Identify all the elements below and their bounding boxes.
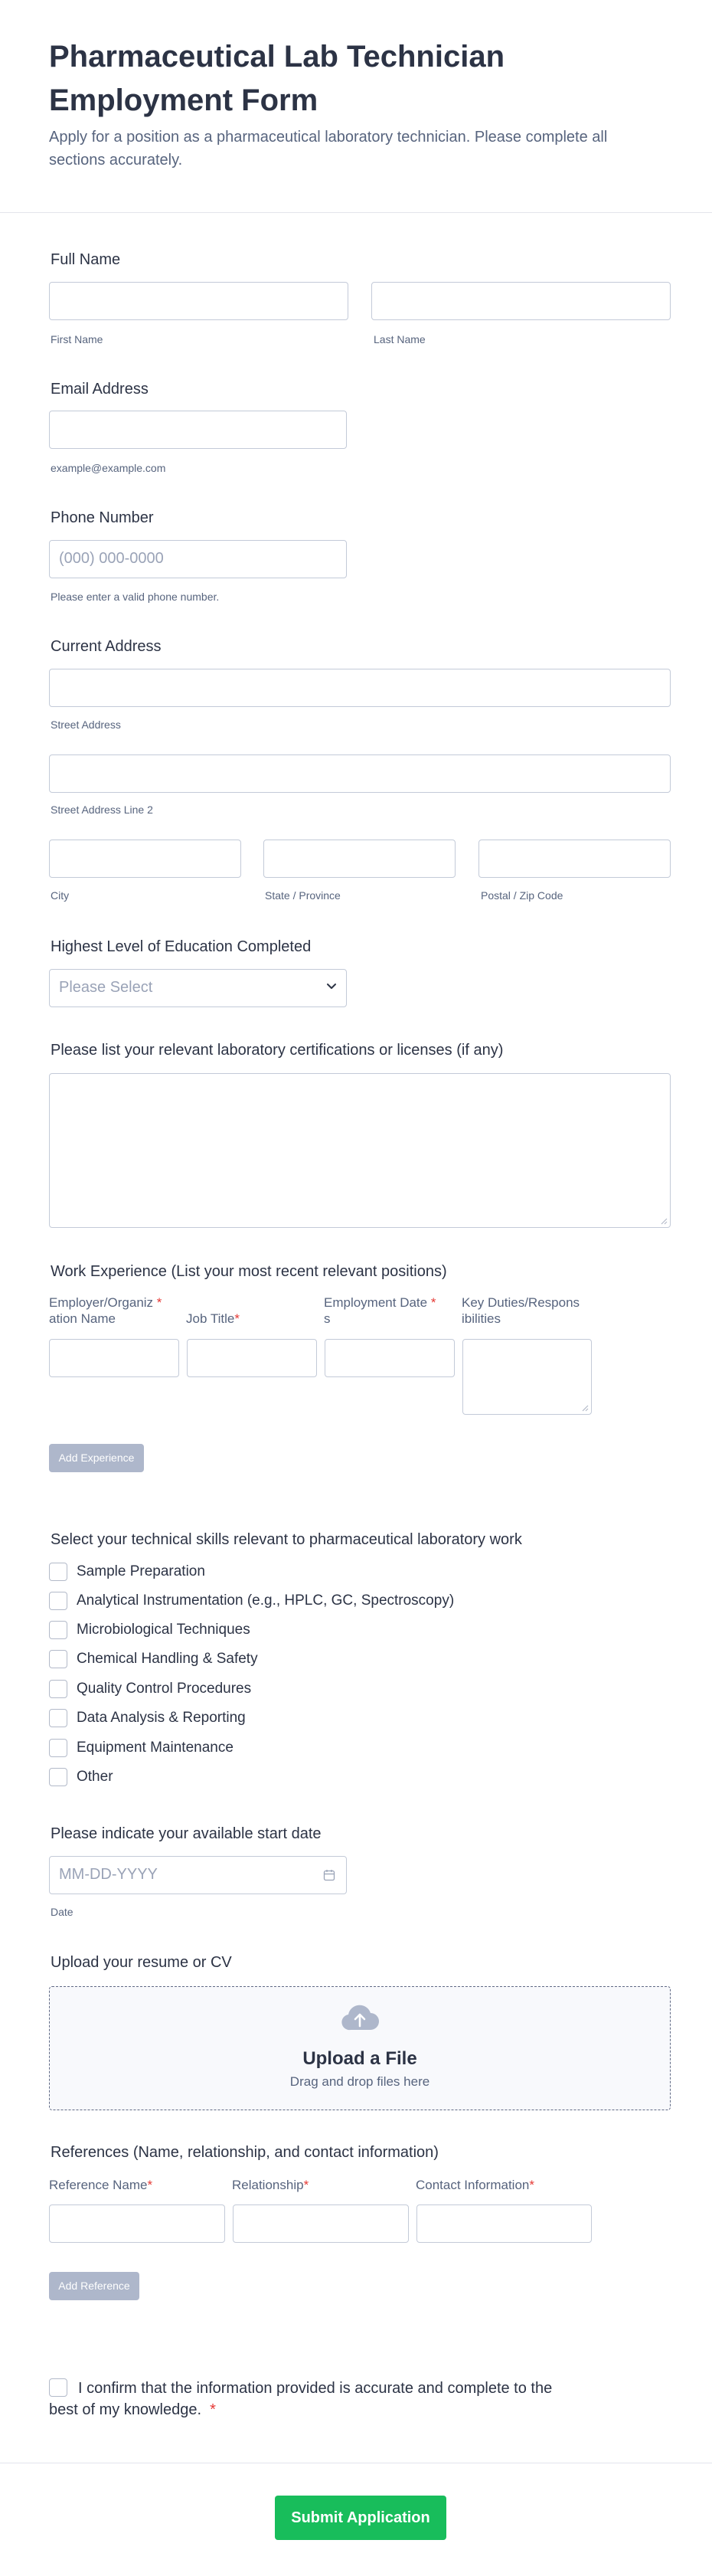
contact-information-input[interactable] — [416, 2204, 592, 2243]
email-input[interactable] — [49, 411, 347, 449]
skill-option-label: Chemical Handling & Safety — [77, 1651, 258, 1667]
required-marker: * — [234, 1311, 240, 1326]
start-date-placeholder: MM-DD-YYYY — [59, 1866, 158, 1883]
required-marker: * — [210, 2401, 216, 2418]
start-date-label: Please indicate your available start date — [51, 1825, 322, 1842]
confirm-text-line2 — [49, 2399, 216, 2421]
education-label: Highest Level of Education Completed — [51, 938, 312, 955]
required-marker: * — [430, 1295, 436, 1310]
work-col-dates-line1: Employment Date — [324, 1295, 428, 1310]
work-col-dates-line2: s — [324, 1311, 331, 1326]
skill-option-label: Equipment Maintenance — [77, 1740, 234, 1756]
submit-button[interactable]: Submit Application — [275, 2496, 446, 2540]
key-duties-textarea[interactable] — [462, 1339, 592, 1415]
cloud-upload-icon — [340, 2004, 380, 2031]
skill-checkbox[interactable] — [49, 1650, 67, 1668]
reference-name-input[interactable] — [49, 2204, 225, 2243]
skill-option-label: Sample Preparation — [77, 1563, 205, 1579]
skill-checkbox[interactable] — [49, 1680, 67, 1698]
relationship-input[interactable] — [233, 2204, 409, 2243]
street-address-line2-input[interactable] — [49, 754, 671, 793]
skill-checkbox[interactable] — [49, 1709, 67, 1727]
work-col-key-duties — [462, 1295, 580, 1327]
work-experience-label: Work Experience (List your most recent relevant positions) — [51, 1263, 447, 1280]
start-date-input[interactable] — [49, 1856, 347, 1894]
resume-label: Upload your resume or CV — [51, 1954, 232, 1971]
zip-input[interactable] — [478, 840, 671, 878]
resize-handle-icon[interactable] — [660, 1217, 668, 1225]
form-description: Apply for a position as a pharmaceutical laboratory technician. Please complete all sections accurately. — [49, 129, 608, 169]
skill-checkbox[interactable] — [49, 1563, 67, 1581]
address-label: Current Address — [51, 638, 162, 655]
skill-option-label: Quality Control Procedures — [77, 1681, 252, 1697]
city-sublabel: City — [51, 889, 70, 902]
resume-dropzone[interactable] — [49, 1986, 671, 2110]
required-marker: * — [303, 2178, 309, 2192]
street-address-input[interactable] — [49, 669, 671, 707]
full-name-label: Full Name — [51, 251, 121, 268]
work-col-employer-line2: ation Name — [49, 1311, 116, 1326]
ref-col-contact-text: Contact Information — [416, 2178, 530, 2192]
confirm-text-line1: I confirm that the information provided is accurate and complete to the — [78, 2380, 553, 2397]
skill-option-label: Analytical Instrumentation (e.g., HPLC, GC, Spectroscopy) — [77, 1592, 455, 1609]
upload-title: Upload a File — [302, 2048, 417, 2069]
state-input[interactable] — [263, 840, 456, 878]
start-date-sublabel: Date — [51, 1906, 73, 1918]
skill-option-label: Data Analysis & Reporting — [77, 1710, 246, 1726]
ref-col-relationship-text: Relationship — [232, 2178, 304, 2192]
confirm-line2-text: best of my knowledge. — [49, 2401, 201, 2418]
first-name-input[interactable] — [49, 282, 348, 320]
city-input[interactable] — [49, 840, 241, 878]
job-title-input[interactable] — [187, 1339, 317, 1377]
last-name-input[interactable] — [371, 282, 671, 320]
phone-input[interactable] — [49, 540, 347, 578]
education-selected-value: Please Select — [59, 979, 153, 996]
work-col-duties-line2: ibilities — [462, 1311, 501, 1326]
skill-checkbox[interactable] — [49, 1592, 67, 1610]
calendar-icon[interactable] — [323, 1869, 335, 1881]
skill-option-label: Other — [77, 1769, 113, 1785]
confirm-checkbox[interactable] — [49, 2378, 67, 2397]
education-select[interactable] — [49, 969, 347, 1007]
skill-checkbox[interactable] — [49, 1621, 67, 1639]
required-marker: * — [529, 2178, 534, 2192]
work-col-employment-dates — [324, 1295, 436, 1327]
required-marker: * — [147, 2178, 153, 2192]
ref-col-contact — [416, 2177, 534, 2193]
first-name-sublabel: First Name — [51, 333, 103, 345]
employment-dates-input[interactable] — [325, 1339, 455, 1377]
references-label: References (Name, relationship, and contact information) — [51, 2144, 439, 2161]
skill-checkbox[interactable] — [49, 1768, 67, 1786]
ref-col-relationship — [232, 2177, 309, 2193]
email-label: Email Address — [51, 381, 149, 398]
work-col-job-title-text: Job Title — [186, 1311, 235, 1326]
zip-sublabel: Postal / Zip Code — [481, 889, 563, 902]
street-address-line2-sublabel: Street Address Line 2 — [51, 804, 153, 816]
phone-sublabel: Please enter a valid phone number. — [51, 591, 220, 603]
street-address-sublabel: Street Address — [51, 718, 121, 731]
state-sublabel: State / Province — [265, 889, 341, 902]
last-name-sublabel: Last Name — [374, 333, 426, 345]
skill-option-label: Microbiological Techniques — [77, 1622, 250, 1638]
work-col-employer-line1: Employer/Organiz — [49, 1295, 154, 1310]
phone-placeholder: (000) 000-0000 — [59, 550, 164, 567]
certifications-label: Please list your relevant laboratory certifications or licenses (if any) — [51, 1042, 504, 1059]
upload-hint: Drag and drop files here — [289, 2074, 430, 2089]
phone-label: Phone Number — [51, 509, 154, 526]
ref-col-name-text: Reference Name — [49, 2178, 148, 2192]
form-title: Pharmaceutical Lab Technician Employment Form — [49, 40, 505, 117]
ref-col-name — [49, 2177, 152, 2193]
work-col-employer — [49, 1295, 162, 1327]
work-col-job-title — [186, 1311, 240, 1327]
header-divider — [0, 212, 712, 213]
resize-handle-icon[interactable] — [581, 1404, 589, 1412]
employer-input[interactable] — [49, 1339, 179, 1377]
add-reference-button[interactable]: Add Reference — [49, 2272, 139, 2300]
email-sublabel: example@example.com — [51, 462, 166, 474]
certifications-textarea[interactable] — [49, 1073, 671, 1228]
work-col-duties-line1: Key Duties/Respons — [462, 1295, 580, 1310]
skill-checkbox[interactable] — [49, 1739, 67, 1757]
chevron-down-icon — [326, 980, 337, 991]
add-experience-button[interactable]: Add Experience — [49, 1444, 144, 1472]
required-marker: * — [156, 1295, 162, 1310]
skills-label: Select your technical skills relevant to pharmaceutical laboratory work — [51, 1531, 522, 1548]
